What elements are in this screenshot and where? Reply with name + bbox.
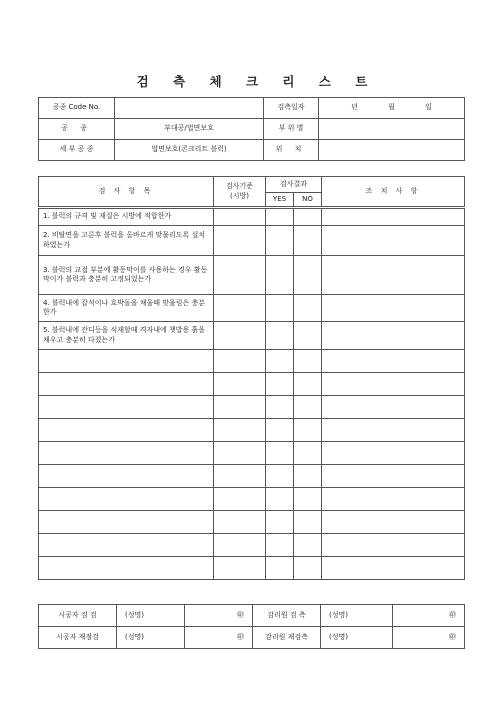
- detail-work-value: 법면보호(콘크리트 블럭): [115, 140, 264, 161]
- code-label: 공종 Code No.: [39, 98, 115, 119]
- inspect-date-label: 검측일자: [264, 98, 319, 119]
- empty-row: [39, 465, 465, 488]
- work-type-label: 공 종: [39, 119, 115, 140]
- criteria-cell: [214, 208, 266, 226]
- empty-row: [39, 534, 465, 557]
- empty-row: [39, 396, 465, 419]
- no-cell[interactable]: [294, 256, 322, 295]
- location-value: [319, 119, 465, 140]
- location-label: 부 위 별: [264, 119, 319, 140]
- check-item: 2. 비탈면을 고른후 블럭을 올바르게 맞물리도록 설치 하였는가: [39, 226, 214, 256]
- no-cell[interactable]: [294, 208, 322, 226]
- col-criteria-line2: (시방): [230, 191, 249, 200]
- empty-row: [39, 350, 465, 373]
- date-month: 월: [388, 103, 395, 112]
- check-item: 4. 블럭내에 잡석이나 호박돌을 채울때 맞물림은 충분한가: [39, 295, 214, 322]
- yes-cell[interactable]: [266, 295, 294, 322]
- empty-row: [39, 511, 465, 534]
- criteria-cell: [214, 295, 266, 322]
- empty-row: [39, 373, 465, 396]
- action-cell: [322, 322, 465, 350]
- check-item: 5. 블럭내에 잔디등을 식재할때 격자내에 챗밥용 흙을 채우고 충분히 다졌는가: [39, 322, 214, 350]
- col-criteria: [214, 177, 266, 208]
- contractor-reinspect-label: 시공자 재점검: [39, 627, 117, 649]
- supervisor-reinspect-name[interactable]: (성명): [321, 627, 393, 649]
- action-cell: [322, 295, 465, 322]
- inspect-date-value: [319, 98, 465, 119]
- detail-work-label: 세 부 공 종: [39, 140, 115, 161]
- criteria-cell: [214, 226, 266, 256]
- no-cell[interactable]: [294, 295, 322, 322]
- check-item: 1. 블럭의 규격 및 재질은 시방에 적합한가: [39, 208, 214, 226]
- code-value: [115, 98, 264, 119]
- contractor-inspect-stamp: ㊞: [185, 605, 253, 627]
- page-title: 검 측 체 크 리 스 트: [136, 74, 378, 89]
- table-row: [39, 226, 465, 256]
- check-item: 3. 블럭의 교접 부분에 활동막이를 사용하는 경우 활동막이가 블럭과 충분히 고정되었는가: [39, 256, 214, 295]
- supervisor-inspect-label: 감리원 검 측: [253, 605, 321, 627]
- action-cell: [322, 208, 465, 226]
- empty-row: [39, 419, 465, 442]
- empty-row: [39, 557, 465, 580]
- no-cell[interactable]: [294, 226, 322, 256]
- yes-cell[interactable]: [266, 322, 294, 350]
- col-no: NO: [294, 193, 322, 208]
- empty-row: [39, 442, 465, 465]
- table-row: [39, 256, 465, 295]
- contractor-inspect-label: 시공자 검 검: [39, 605, 117, 627]
- contractor-inspect-name[interactable]: (성명): [117, 605, 185, 627]
- criteria-cell: [214, 322, 266, 350]
- supervisor-reinspect-stamp: ㊞: [393, 627, 465, 649]
- checklist-table: [38, 176, 465, 580]
- criteria-cell: [214, 256, 266, 295]
- work-type-value: 부대공/법면보호: [115, 119, 264, 140]
- table-row: [39, 295, 465, 322]
- no-cell[interactable]: [294, 322, 322, 350]
- yes-cell[interactable]: [266, 226, 294, 256]
- supervisor-reinspect-label: 감리원 재검측: [253, 627, 321, 649]
- col-items: 검 사 항 목: [39, 177, 214, 208]
- date-day: 일: [425, 103, 432, 112]
- table-row: [39, 322, 465, 350]
- yes-cell[interactable]: [266, 208, 294, 226]
- position-value: [319, 140, 465, 161]
- col-action: 조 치 사 항: [322, 177, 465, 208]
- empty-row: [39, 488, 465, 511]
- action-cell: [322, 226, 465, 256]
- action-cell: [322, 256, 465, 295]
- position-label: 위 치: [264, 140, 319, 161]
- col-yes: YES: [266, 193, 294, 208]
- supervisor-inspect-name[interactable]: (성명): [321, 605, 393, 627]
- header-table: [38, 97, 465, 161]
- col-criteria-line1: 검사기준: [225, 182, 254, 191]
- contractor-reinspect-name[interactable]: (성명): [117, 627, 185, 649]
- contractor-reinspect-stamp: ㊞: [185, 627, 253, 649]
- col-result: 검사결과: [266, 177, 322, 193]
- signature-table: [38, 604, 465, 649]
- yes-cell[interactable]: [266, 256, 294, 295]
- date-year: 년: [351, 103, 358, 112]
- supervisor-inspect-stamp: ㊞: [393, 605, 465, 627]
- table-row: [39, 208, 465, 226]
